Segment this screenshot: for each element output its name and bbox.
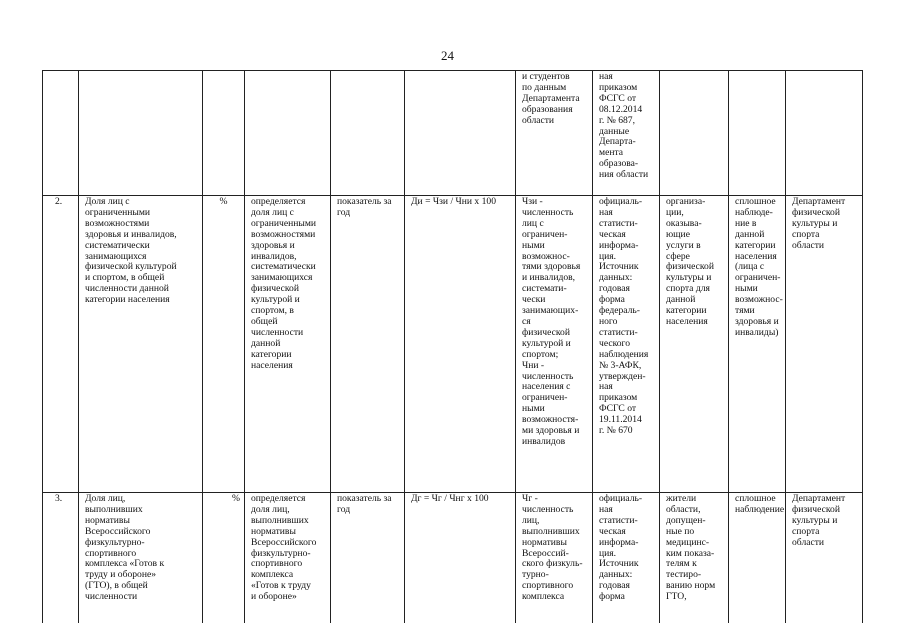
responsible-body: Департамент физической культуры и спорта области	[786, 196, 863, 493]
indicators-table	[42, 70, 863, 623]
table-cell	[245, 71, 331, 196]
calculation-formula: Ди = Чзи / Чни х 100	[405, 196, 516, 493]
indicator-name: Доля лиц, выполнивших нормативы Всероссийского физкультурно- спортивного комплекса «Готов к труду и обороне» (ГТО), в общей численности	[79, 493, 203, 623]
table-cell	[405, 71, 516, 196]
table-cell	[660, 71, 729, 196]
indicator-definition: определяется доля лиц, выполнивших нормативы Всероссийского физкультурно- спортивного комплекса «Готов к труду и обороне»	[245, 493, 331, 623]
data-source: официаль- ная статисти- ческая информа- ция. Источник данных: годовая форма федераль- ного статисти- ческого наблюдения № 3-АФК, утвержден- ная приказом ФСГС от 19.11.2014 г. № 670	[593, 196, 660, 493]
indicator-definition: определяется доля лиц с ограниченными возможностями здоровья и инвалидов, систематически занимающихся физической культурой и спортом, в общей численности данной категории населения	[245, 196, 331, 493]
table-row	[43, 493, 863, 623]
unit-of-observation: жители области, допущен- ные по медицинс- ким показа- телям к тестиро- ванию норм ГТО,	[660, 493, 729, 623]
table-cell	[729, 71, 786, 196]
calculation-formula: Дг = Чг / Чнг х 100	[405, 493, 516, 623]
table-row-continuation	[43, 71, 863, 196]
table-cell	[43, 71, 79, 196]
page-number: 24	[441, 48, 454, 63]
data-source: официаль- ная статисти- ческая информа- ция. Источник данных: годовая форма	[593, 493, 660, 623]
time-characteristic: показатель за год	[331, 196, 405, 493]
row-number: 3.	[43, 493, 79, 623]
indicator-name: Доля лиц с ограниченными возможностями здоровья и инвалидов, систематически занимающихся физической культурой и спортом, в общей численности данной категории населения	[79, 196, 203, 493]
observation-coverage: сплошное наблюдение	[729, 493, 786, 623]
row-number: 2.	[43, 196, 79, 493]
table-cell	[79, 71, 203, 196]
unit-of-measure: %	[203, 196, 245, 493]
table-cell-variables: и студентов по данным Департамента образования области	[516, 71, 593, 196]
table-cell	[331, 71, 405, 196]
formula-variables: Чзи - численность лиц с ограничен- ными возможнос- тями здоровья и инвалидов, системати- чески занимающих- ся физической культурой и спортом; Чни - численность населения с ограничен- ными возможностя- ми здоровья и инвалидов	[516, 196, 593, 493]
unit-of-measure: %	[203, 493, 245, 623]
table-row	[43, 196, 863, 493]
formula-variables: Чг - численность лиц, выполнивших нормативы Всероссий- ского физкуль- турно- спортивного комплекса	[516, 493, 593, 623]
unit-of-observation: организа- ции, оказыва- ющие услуги в сфере физической культуры и спорта для данной категории населения	[660, 196, 729, 493]
table-cell	[786, 71, 863, 196]
table-cell-source: ная приказом ФСГС от 08.12.2014 г. № 687, данные Департа- мента образова- ния области	[593, 71, 660, 196]
observation-coverage: сплошное наблюде- ние в данной категории населения (лица с ограничен- ными возможнос- тями здоровья и инвалиды)	[729, 196, 786, 493]
time-characteristic: показатель за год	[331, 493, 405, 623]
table-cell	[203, 71, 245, 196]
responsible-body: Департамент физической культуры и спорта области	[786, 493, 863, 623]
